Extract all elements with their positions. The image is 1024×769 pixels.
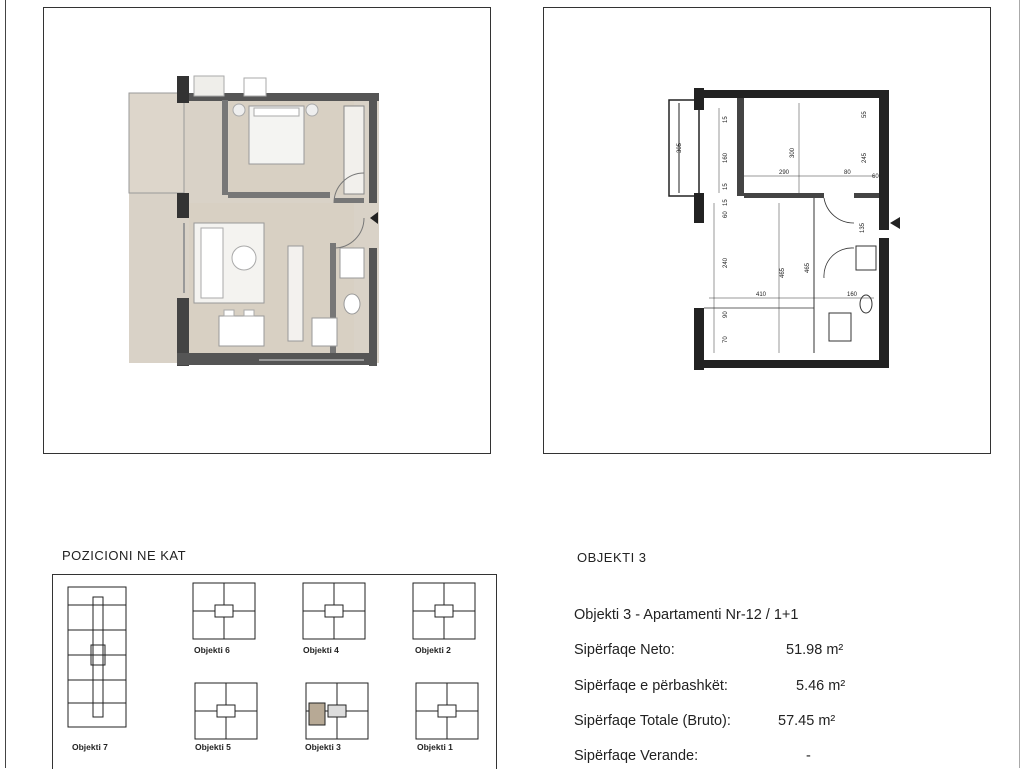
block-objekti-5 [195, 683, 257, 739]
dim-label: 60 [872, 174, 879, 180]
dim-label: 465 [805, 262, 811, 273]
info-value-total: 57.45 m² [778, 713, 836, 729]
block-objekti-1 [416, 683, 478, 739]
block-objekti-6 [193, 583, 255, 639]
block-objekti-7 [68, 587, 126, 727]
dim-label: 160 [847, 292, 858, 298]
position-section-title: POZICIONI NE KAT [62, 548, 187, 563]
key-plan-label: Objekti 3 [305, 742, 341, 752]
dim-label: 290 [779, 170, 790, 176]
key-plan-drawing [53, 575, 496, 769]
block-objekti-4 [303, 583, 365, 639]
dim-label: 15 [723, 116, 729, 123]
furnished-plan-frame [43, 7, 491, 454]
info-label-veranda: Sipërfaqe Verande: [574, 748, 699, 764]
key-plan-label: Objekti 7 [72, 742, 108, 752]
furnished-floor-plan [44, 8, 490, 453]
block-objekti-2 [413, 583, 475, 639]
dim-label: 305 [677, 142, 683, 153]
key-plan-label: Objekti 2 [415, 645, 451, 655]
info-value-shared: 5.46 m² [796, 678, 846, 694]
dim-label: 410 [756, 292, 767, 298]
info-value-neto: 51.98 m² [786, 642, 844, 658]
info-label-total: Sipërfaqe Totale (Bruto): [574, 713, 731, 729]
floor-key-plan [52, 574, 497, 769]
dim-label: 300 [790, 147, 796, 158]
highlighted-unit [309, 703, 325, 725]
key-plan-label: Objekti 5 [195, 742, 231, 752]
dim-label: 240 [723, 257, 729, 268]
dimensioned-floor-plan [544, 8, 990, 453]
block-objekti-3 [306, 683, 368, 739]
dim-label: 245 [862, 152, 868, 163]
object-heading: Objekti 3 - Apartamenti Nr-12 / 1+1 [574, 607, 799, 623]
page-edge-line-right [1019, 0, 1020, 768]
info-value-veranda: - [806, 748, 811, 764]
info-label-neto: Sipërfaqe Neto: [574, 642, 675, 658]
dim-label: 80 [844, 170, 851, 176]
dim-label: 135 [860, 222, 866, 233]
dim-label: 15 [723, 199, 729, 206]
key-plan-label: Objekti 1 [417, 742, 453, 752]
dim-label: 60 [723, 211, 729, 218]
dim-label: 55 [862, 111, 868, 118]
object-section-title: OBJEKTI 3 [577, 550, 647, 565]
key-plan-label: Objekti 6 [194, 645, 230, 655]
dim-label: 15 [723, 183, 729, 190]
info-label-shared: Sipërfaqe e përbashkët: [574, 678, 728, 694]
dimension-plan-frame [543, 7, 991, 454]
key-plan-label: Objekti 4 [303, 645, 339, 655]
dim-label: 465 [780, 267, 786, 278]
page-edge-line [5, 0, 6, 768]
dim-label: 70 [723, 336, 729, 343]
dim-label: 160 [723, 152, 729, 163]
dim-label: 90 [723, 311, 729, 318]
